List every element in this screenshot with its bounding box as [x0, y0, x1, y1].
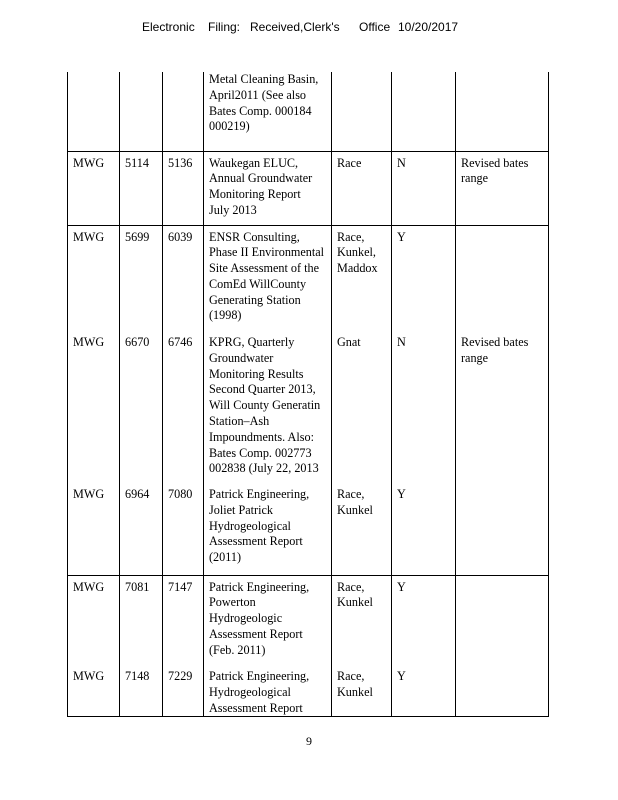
header-electronic: Electronic [142, 20, 195, 34]
cell-description-line: Monitoring Results [209, 366, 304, 381]
cell-witness-line: Race [337, 155, 362, 170]
cell-description-line: ComEd WillCounty [209, 276, 307, 291]
cell-witness-line: Kunkel [337, 595, 373, 610]
cell-flag: N [392, 151, 456, 225]
cell-flag [392, 72, 456, 151]
cell-description-line: (1998) [209, 308, 242, 323]
cell-party: MWG [68, 331, 120, 483]
cell-bates-end: 7229 [163, 665, 204, 717]
cell-description-line: Impoundments. Also: [209, 429, 314, 444]
cell-bates-end: 5136 [163, 151, 204, 225]
cell-note-line: Revised bates [461, 155, 529, 170]
cell-description-line: Bates Comp. 002773 [209, 445, 312, 460]
cell-party: MWG [68, 665, 120, 717]
cell-note-line: range [461, 171, 489, 186]
cell-description-line: Groundwater [209, 350, 274, 365]
cell-note-line: range [461, 350, 489, 365]
cell-description-line: Patrick Engineering, [209, 579, 310, 594]
cell-bates-start: 5114 [120, 151, 163, 225]
table-row [68, 575, 549, 665]
header-filing: Filing: [208, 20, 241, 34]
cell-bates-start: 7081 [120, 575, 163, 665]
cell-party: MWG [68, 151, 120, 225]
cell-witness [332, 72, 392, 151]
cell-party: MWG [68, 225, 120, 331]
cell-bates-end: 6039 [163, 225, 204, 331]
table-row [68, 225, 549, 331]
cell-witness-line: Race, [337, 229, 365, 244]
cell-bates-start [120, 72, 163, 151]
cell-bates-end [163, 72, 204, 151]
cell-witness [332, 331, 392, 483]
exhibit-table [67, 72, 549, 717]
cell-description-line: Hydrogeological [209, 684, 291, 699]
cell-bates-start: 6670 [120, 331, 163, 483]
cell-description-line: Assessment Report [209, 626, 303, 641]
cell-witness-line: Kunkel, [337, 245, 376, 260]
page-number: 9 [306, 734, 312, 748]
cell-description-line: Phase II Environmental [209, 245, 325, 260]
cell-flag: Y [392, 575, 456, 665]
cell-note [456, 665, 549, 717]
cell-description [204, 151, 332, 225]
cell-description-line: Will County Generatin [209, 398, 321, 413]
header-office: Office [359, 20, 391, 34]
cell-description-line: July 2013 [209, 202, 257, 217]
cell-witness-line: Race, [337, 669, 365, 683]
table-row [68, 665, 549, 717]
table-row [68, 151, 549, 225]
cell-witness [332, 483, 392, 575]
cell-description-line: Generating Station [209, 292, 301, 307]
table-row [68, 72, 549, 151]
cell-description-line: Annual Groundwater [209, 171, 313, 186]
cell-description-line: Monitoring Report [209, 187, 301, 202]
header-received-clerks: Received,Clerk's [250, 20, 340, 34]
cell-bates-end: 7147 [163, 575, 204, 665]
cell-description-line: Hydrogeological [209, 518, 291, 533]
cell-flag: Y [392, 225, 456, 331]
cell-description [204, 72, 332, 151]
cell-witness [332, 151, 392, 225]
cell-description-line: Second Quarter 2013, [209, 382, 316, 397]
table-row [68, 331, 549, 483]
cell-description-line: (Feb. 2011) [209, 642, 266, 657]
cell-witness-line: Maddox [337, 261, 378, 276]
cell-description-line: 002838 (July 22, 2013 [209, 461, 319, 476]
cell-flag: N [392, 331, 456, 483]
cell-description-line: Hydrogeologic [209, 611, 283, 626]
header-date: 10/20/2017 [398, 20, 459, 34]
cell-flag: Y [392, 483, 456, 575]
cell-witness [332, 665, 392, 717]
cell-note [456, 331, 549, 483]
cell-description-line: April2011 (See also [209, 87, 307, 102]
cell-note-line: Revised bates [461, 335, 529, 349]
cell-description-line: (2011) [209, 550, 242, 565]
cell-description-line: Patrick Engineering, [209, 669, 310, 683]
cell-flag: Y [392, 665, 456, 717]
cell-bates-end: 7080 [163, 483, 204, 575]
cell-description-line: Joliet Patrick [209, 502, 273, 517]
cell-party [68, 72, 120, 151]
cell-description-line: Waukegan ELUC, [209, 155, 299, 170]
cell-witness [332, 575, 392, 665]
cell-description [204, 331, 332, 483]
cell-note [456, 575, 549, 665]
cell-description [204, 225, 332, 331]
cell-description-line: KPRG, Quarterly [209, 335, 295, 349]
table-row [68, 483, 549, 575]
cell-description-line: Site Assessment of the [209, 261, 320, 276]
cell-witness-line: Race, [337, 579, 365, 594]
cell-description [204, 665, 332, 717]
cell-note [456, 151, 549, 225]
cell-description-line: 000219) [209, 119, 250, 134]
cell-description-line: Powerton [209, 595, 256, 610]
cell-bates-end: 6746 [163, 331, 204, 483]
cell-description-line: Patrick Engineering, [209, 487, 310, 501]
cell-note [456, 225, 549, 331]
cell-bates-start: 5699 [120, 225, 163, 331]
cell-party: MWG [68, 483, 120, 575]
cell-description-line: Metal Cleaning Basin, [209, 72, 319, 86]
cell-bates-start: 7148 [120, 665, 163, 717]
cell-witness-line: Kunkel [337, 684, 373, 699]
cell-description [204, 575, 332, 665]
cell-description-line: Assessment Report [209, 700, 303, 715]
cell-witness-line: Race, [337, 487, 365, 501]
cell-witness [332, 225, 392, 331]
cell-witness-line: Gnat [337, 335, 361, 349]
cell-witness-line: Kunkel [337, 502, 373, 517]
cell-party: MWG [68, 575, 120, 665]
cell-description-line: Assessment Report [209, 534, 303, 549]
cell-description-line: Station–Ash [209, 413, 270, 428]
cell-bates-start: 6964 [120, 483, 163, 575]
cell-note [456, 483, 549, 575]
cell-note [456, 72, 549, 151]
page-header [0, 20, 618, 38]
cell-description-line: ENSR Consulting, [209, 229, 300, 244]
cell-description [204, 483, 332, 575]
cell-description-line: Bates Comp. 000184 [209, 103, 312, 118]
